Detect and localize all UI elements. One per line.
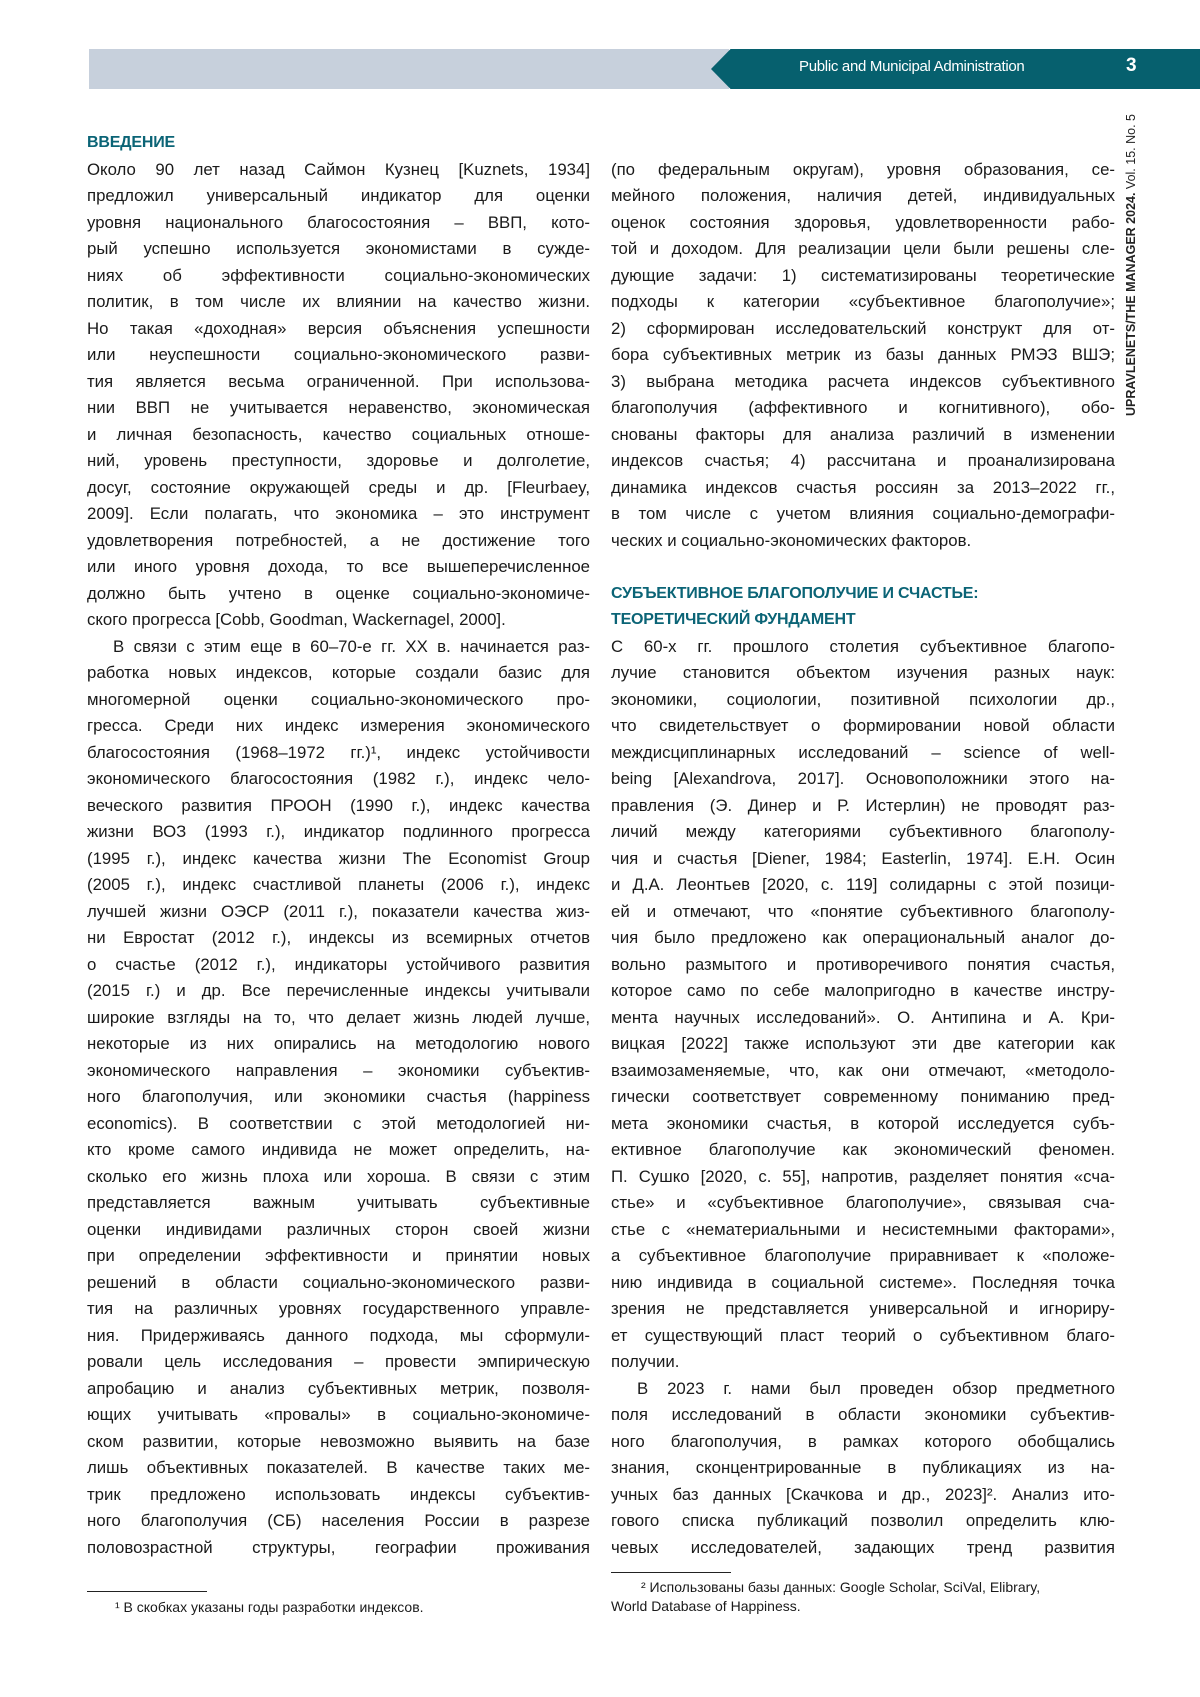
paragraph-line: должно быть учтено в оценке социально-экономиче- bbox=[87, 581, 590, 608]
paragraph-line: широкие взгляды на то, что делает жизнь людей лучше, bbox=[87, 1005, 590, 1032]
paragraph-line: 2009]. Если полагать, что экономика – это инструмент bbox=[87, 501, 590, 528]
paragraph-line: нии ВВП не учитывается неравенство, экономическая bbox=[87, 395, 590, 422]
paragraph-line: учных баз данных [Скачкова и др., 2023]². Анализ ито- bbox=[611, 1482, 1115, 1509]
paragraph-line: благосостояния (1968–1972 гг.)¹, индекс устойчивости bbox=[87, 740, 590, 767]
footnote-2 bbox=[611, 1578, 1040, 1616]
page-number: 3 bbox=[1126, 55, 1137, 77]
paragraph-line: П. Сушко [2020, с. 55], напротив, разделяет понятия «сча- bbox=[611, 1164, 1115, 1191]
paragraph-line: нию индивида в социальной системе». Последняя точка bbox=[611, 1270, 1115, 1297]
paragraph-line: междисциплинарных исследований – science of well- bbox=[611, 740, 1115, 767]
paragraph-line: досуг, состояние окружающей среды и др. [Fleurbaey, bbox=[87, 475, 590, 502]
spacer bbox=[611, 554, 1115, 581]
paragraph-line: ского прогресса [Cobb, Goodman, Wackernagel, 2000]. bbox=[87, 607, 590, 634]
paragraph-line: ет существующий пласт теорий о субъективном благо- bbox=[611, 1323, 1115, 1350]
paragraph-line: ний, уровень преступности, здоровье и долголетие, bbox=[87, 448, 590, 475]
paragraph-line: или иного уровня дохода, то все вышеперечисленное bbox=[87, 554, 590, 581]
section-heading-theory: СУБЪЕКТИВНОЕ БЛАГОПОЛУЧИЕ И СЧАСТЬЕ: bbox=[611, 581, 1115, 608]
paragraph-line: динамика индексов счастья россиян за 2013–2022 гг., bbox=[611, 475, 1115, 502]
paragraph-line: и Д.А. Леонтьев [2020, с. 119] солидарны с этой позици- bbox=[611, 872, 1115, 899]
paragraph-line: оценки индивидами различных сторон своей жизни bbox=[87, 1217, 590, 1244]
paragraph-line: ющих учитывать «провалы» в социально-экономиче- bbox=[87, 1402, 590, 1429]
paragraph-line: ровали цель исследования – провести эмпирическую bbox=[87, 1349, 590, 1376]
paragraph-line: Около 90 лет назад Саймон Кузнец [Kuznets, 1934] bbox=[87, 157, 590, 184]
paragraph-line: трик предложено использовать индексы субъектив- bbox=[87, 1482, 590, 1509]
paragraph-line: зрения не представляется универсальной и игнориру- bbox=[611, 1296, 1115, 1323]
paragraph-line: (2015 г.) и др. Все перечисленные индексы учитывали bbox=[87, 978, 590, 1005]
paragraph-line: экономики, социологии, позитивной психологии др., bbox=[611, 687, 1115, 714]
paragraph-line: стье» и «субъективное благополучие», связывая сча- bbox=[611, 1190, 1115, 1217]
paragraph-line: при определении эффективности и принятии новых bbox=[87, 1243, 590, 1270]
section-title: Public and Municipal Administration bbox=[799, 58, 1024, 75]
section-heading-introduction: ВВЕДЕНИЕ bbox=[87, 130, 590, 157]
paragraph-line: гически соответствует современному пониманию пред- bbox=[611, 1084, 1115, 1111]
paragraph-line: получии. bbox=[611, 1349, 1115, 1376]
paragraph-line: ного благополучия (СБ) населения России в разрезе bbox=[87, 1508, 590, 1535]
paragraph-line: лучие становится объектом изучения разных наук: bbox=[611, 660, 1115, 687]
paragraph-line: Но такая «доходная» версия объяснения успешности bbox=[87, 316, 590, 343]
paragraph-line: С 60-х гг. прошлого столетия субъективное благопо- bbox=[611, 634, 1115, 661]
paragraph-line: being [Alexandrova, 2017]. Основоположники этого на- bbox=[611, 766, 1115, 793]
footnote-divider bbox=[87, 1591, 207, 1592]
paragraph-line: работка новых индексов, которые создали базис для bbox=[87, 660, 590, 687]
paragraph-line: рый успешно используется экономистами в сужде- bbox=[87, 236, 590, 263]
journal-running-title bbox=[1124, 114, 1138, 416]
paragraph-line: лишь объективных показателей. В качестве таких ме- bbox=[87, 1455, 590, 1482]
paragraph-line: кто кроме самого индивида не может определить, на- bbox=[87, 1137, 590, 1164]
paragraph-line: ческих и социально-экономических факторов. bbox=[611, 528, 1115, 555]
footnote-2-line: World Database of Happiness. bbox=[611, 1597, 1040, 1616]
paragraph-line: решений в области социально-экономического разви- bbox=[87, 1270, 590, 1297]
journal-issue: Vol. 15. No. 5 bbox=[1124, 114, 1138, 193]
paragraph-line: тия на различных уровнях государственного управле- bbox=[87, 1296, 590, 1323]
paragraph-line: ния. Придерживаясь данного подхода, мы сформули- bbox=[87, 1323, 590, 1350]
paragraph-line: вольно размытого и противоречивого понятия счастья, bbox=[611, 952, 1115, 979]
paragraph-line: подходы к категории «субъективное благополучие»; bbox=[611, 289, 1115, 316]
paragraph-line: мента научных исследований». О. Антипина и А. Кри- bbox=[611, 1005, 1115, 1032]
paragraph-line: индексов счастья; 4) рассчитана и проанализирована bbox=[611, 448, 1115, 475]
paragraph-line: (1995 г.), индекс качества жизни The Economist Group bbox=[87, 846, 590, 873]
paragraph-line: ного благополучия, в рамках которого обобщались bbox=[611, 1429, 1115, 1456]
header-band bbox=[89, 49, 729, 89]
footnote-1: ¹ В скобках указаны годы разработки индексов. bbox=[115, 1598, 424, 1617]
paragraph-line: чия было предложено как операциональный аналог до- bbox=[611, 925, 1115, 952]
paragraph-line: мета экономики счастья, в которой исследуется субъ- bbox=[611, 1111, 1115, 1138]
paragraph-line: мейного положения, наличия детей, индивидуальных bbox=[611, 183, 1115, 210]
paragraph-line: веческого развития ПРООН (1990 г.), индекс качества bbox=[87, 793, 590, 820]
paragraph-line: в том числе с учетом влияния социально-демографи- bbox=[611, 501, 1115, 528]
paragraph-line: гресса. Среди них индекс измерения экономического bbox=[87, 713, 590, 740]
paragraph-line: лучшей жизни ОЭСР (2011 г.), показатели качества жиз- bbox=[87, 899, 590, 926]
paragraph-line: апробацию и анализ субъективных метрик, позволя- bbox=[87, 1376, 590, 1403]
paragraph-line: чевых исследователей, задающих тренд развития bbox=[611, 1535, 1115, 1562]
paragraph-line: экономического направления – экономики субъектив- bbox=[87, 1058, 590, 1085]
paragraph-line: половозрастной структуры, географии проживания bbox=[87, 1535, 590, 1562]
paragraph-line: личий между категориями субъективного благополу- bbox=[611, 819, 1115, 846]
paragraph-line: ни Евростат (2012 г.), индексы из всемирных отчетов bbox=[87, 925, 590, 952]
journal-name: UPRAVLENETS/THE MANAGER 2024. bbox=[1124, 193, 1138, 416]
right-column bbox=[611, 157, 1115, 1562]
paragraph-line: ективное благополучие как экономический феномен. bbox=[611, 1137, 1115, 1164]
paragraph-line: представляется важным учитывать субъективные bbox=[87, 1190, 590, 1217]
footnote-2-line: ² Использованы базы данных: Google Scholar, SciVal, Elibrary, bbox=[611, 1578, 1040, 1597]
paragraph-line: взаимозаменяемые, что, как они отмечают, «методоло- bbox=[611, 1058, 1115, 1085]
paragraph-line: экономического благосостояния (1982 г.), индекс чело- bbox=[87, 766, 590, 793]
paragraph-line: В 2023 г. нами был проведен обзор предметного bbox=[611, 1376, 1115, 1403]
paragraph-line: политик, в том числе их влиянии на качество жизни. bbox=[87, 289, 590, 316]
paragraph-line: поля исследований в области экономики субъектив- bbox=[611, 1402, 1115, 1429]
paragraph-line: 3) выбрана методика расчета индексов субъективного bbox=[611, 369, 1115, 396]
paragraph-line: предложил универсальный индикатор для оценки bbox=[87, 183, 590, 210]
paragraph-line: знания, сконцентрированные в публикациях из на- bbox=[611, 1455, 1115, 1482]
paragraph-line: оценок состояния здоровья, удовлетворенности рабо- bbox=[611, 210, 1115, 237]
paragraph-line: ного благополучия, или экономики счастья (happiness bbox=[87, 1084, 590, 1111]
footnote-divider bbox=[611, 1572, 731, 1573]
paragraph-line: 2) сформирован исследовательский конструкт для от- bbox=[611, 316, 1115, 343]
paragraph-line: снованы факторы для анализа различий в изменении bbox=[611, 422, 1115, 449]
section-heading-theory: ТЕОРЕТИЧЕСКИЙ ФУНДАМЕНТ bbox=[611, 607, 1115, 634]
paragraph-line: той и доходом. Для реализации цели были решены сле- bbox=[611, 236, 1115, 263]
paragraph-line: стье с «нематериальными и несистемными факторами», bbox=[611, 1217, 1115, 1244]
paragraph-line: ей и отмечают, что «понятие субъективного благополу- bbox=[611, 899, 1115, 926]
left-column bbox=[87, 130, 590, 1561]
paragraph-line: и личная безопасность, качество социальных отноше- bbox=[87, 422, 590, 449]
paragraph-line: удовлетворения потребностей, а не достижение того bbox=[87, 528, 590, 555]
paragraph-line: благополучия (аффективного и когнитивного), обо- bbox=[611, 395, 1115, 422]
paragraph-line: некоторые из них опирались на методологию нового bbox=[87, 1031, 590, 1058]
paragraph-line: правления (Э. Динер и Р. Истерлин) не проводят раз- bbox=[611, 793, 1115, 820]
paragraph-line: жизни ВОЗ (1993 г.), индикатор подлинного прогресса bbox=[87, 819, 590, 846]
paragraph-line: гового списка публикаций позволил определить клю- bbox=[611, 1508, 1115, 1535]
paragraph-line: (по федеральным округам), уровня образования, се- bbox=[611, 157, 1115, 184]
paragraph-line: а субъективное благополучие приравнивает к «положе- bbox=[611, 1243, 1115, 1270]
paragraph-line: (2005 г.), индекс счастливой планеты (2006 г.), индекс bbox=[87, 872, 590, 899]
paragraph-line: сколько его жизнь плоха или хороша. В связи с этим bbox=[87, 1164, 590, 1191]
paragraph-line: вицкая [2022] также используют эти две категории как bbox=[611, 1031, 1115, 1058]
paragraph-line: ниях об эффективности социально-экономических bbox=[87, 263, 590, 290]
paragraph-line: которое само по себе малопригодно в качестве инстру- bbox=[611, 978, 1115, 1005]
paragraph-line: или неуспешности социально-экономического разви- bbox=[87, 342, 590, 369]
paragraph-line: многомерной оценки социально-экономического про- bbox=[87, 687, 590, 714]
paragraph-line: о счастье (2012 г.), индикаторы устойчивого развития bbox=[87, 952, 590, 979]
paragraph-line: чия и счастья [Diener, 1984; Easterlin, 1974]. Е.Н. Осин bbox=[611, 846, 1115, 873]
paragraph-line: уровня национального благосостояния – ВВП, кото- bbox=[87, 210, 590, 237]
paragraph-line: что свидетельствует о формировании новой области bbox=[611, 713, 1115, 740]
paragraph-line: дующие задачи: 1) систематизированы теоретические bbox=[611, 263, 1115, 290]
paragraph-line: тия является весьма ограниченной. При использова- bbox=[87, 369, 590, 396]
paragraph-line: ском развитии, которые невозможно выявить на базе bbox=[87, 1429, 590, 1456]
paragraph-line: бора субъективных метрик из базы данных РМЭЗ ВШЭ; bbox=[611, 342, 1115, 369]
paragraph-line: economics). В соответствии с этой методологией ни- bbox=[87, 1111, 590, 1138]
paragraph-line: В связи с этим еще в 60–70-е гг. XX в. начинается раз- bbox=[87, 634, 590, 661]
